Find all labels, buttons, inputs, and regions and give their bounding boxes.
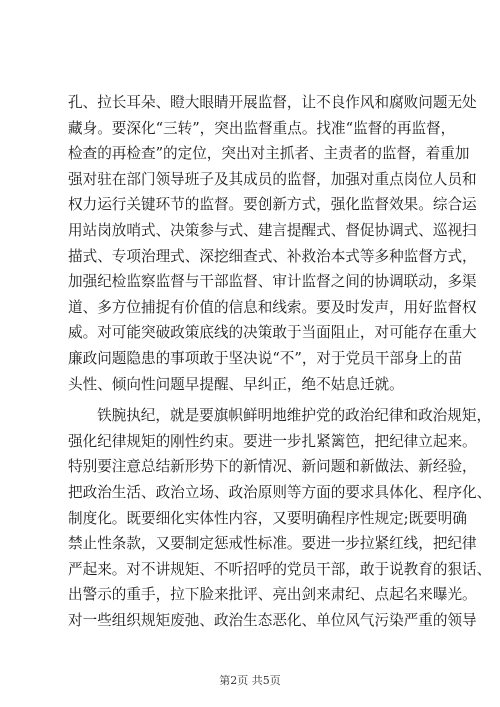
text-line: 对一些组织规矩废弛、政治生态恶化、单位风气污染严重的领导 <box>68 611 477 629</box>
text-line: 藏身。要深化“三转”，突出监督重点。找准“监督的再监督， <box>68 119 456 137</box>
text-line: 强化纪律规矩的刚性约束。要进一步扎紧篱笆，把纪律立起来。 <box>68 432 477 450</box>
text-line: 特别要注意总结新形势下的新情况、新问题和新做法、新经验， <box>68 458 477 476</box>
text-line: 强对驻在部门领导班子及其成员的监督，加强对重点岗位人员和 <box>68 170 477 188</box>
text-line: 加强纪检监察监督与干部监督、审计监督之间的协调联动，多渠 <box>68 273 477 291</box>
text-line: 铁腕执纪，就是要旗帜鲜明地维护党的政治纪律和政治规矩， <box>97 407 492 425</box>
text-line: 廉政问题隐患的事项敢于坚决说“不”，对于党员干部身上的苗 <box>68 349 463 367</box>
page-number-footer: 第2页 共5页 <box>219 674 281 687</box>
text-line: 威。对可能突破政策底线的决策敢于当面阻止，对可能存在重大 <box>68 324 477 342</box>
paragraph-1 <box>68 90 477 397</box>
text-line: 制度化。既要细化实体性内容，又要明确程序性规定;既要明确 <box>68 509 467 527</box>
text-line: 出警示的重手，拉下脸来批评、亮出剑来肃纪、点起名来曝光。 <box>68 586 477 604</box>
text-line: 道、多方位捕捉有价值的信息和线索。要及时发声，用好监督权 <box>68 298 477 316</box>
text-line: 禁止性条款，又要制定惩戒性标准。要进一步拉紧红线，把纪律 <box>68 535 477 553</box>
text-line: 严起来。对不讲规矩、不听招呼的党员干部，敢于说教育的狠话、 <box>68 560 492 578</box>
body-text <box>68 90 492 633</box>
text-line: 孔、拉长耳朵、瞪大眼睛开展监督，让不良作风和腐败问题无处 <box>68 94 477 111</box>
text-line: 描式、专项治理式、深挖细查式、补救治本式等多种监督方式， <box>68 247 477 265</box>
text-line: 头性、倾向性问题早提醒、早纠正，绝不姑息迁就。 <box>68 375 404 393</box>
paragraph-2 <box>68 403 492 633</box>
text-line: 把政治生活、政治立场、政治原则等方面的要求具体化、程序化、 <box>68 483 492 501</box>
text-line: 检查的再检查”的定位，突出对主抓者、主责者的监督，着重加 <box>68 145 470 163</box>
text-line: 权力运行关键环节的监督。要创新方式，强化监督效果。综合运 <box>68 196 477 214</box>
text-line: 用站岗放哨式、决策参与式、建言提醒式、督促协调式、巡视扫 <box>68 221 477 239</box>
